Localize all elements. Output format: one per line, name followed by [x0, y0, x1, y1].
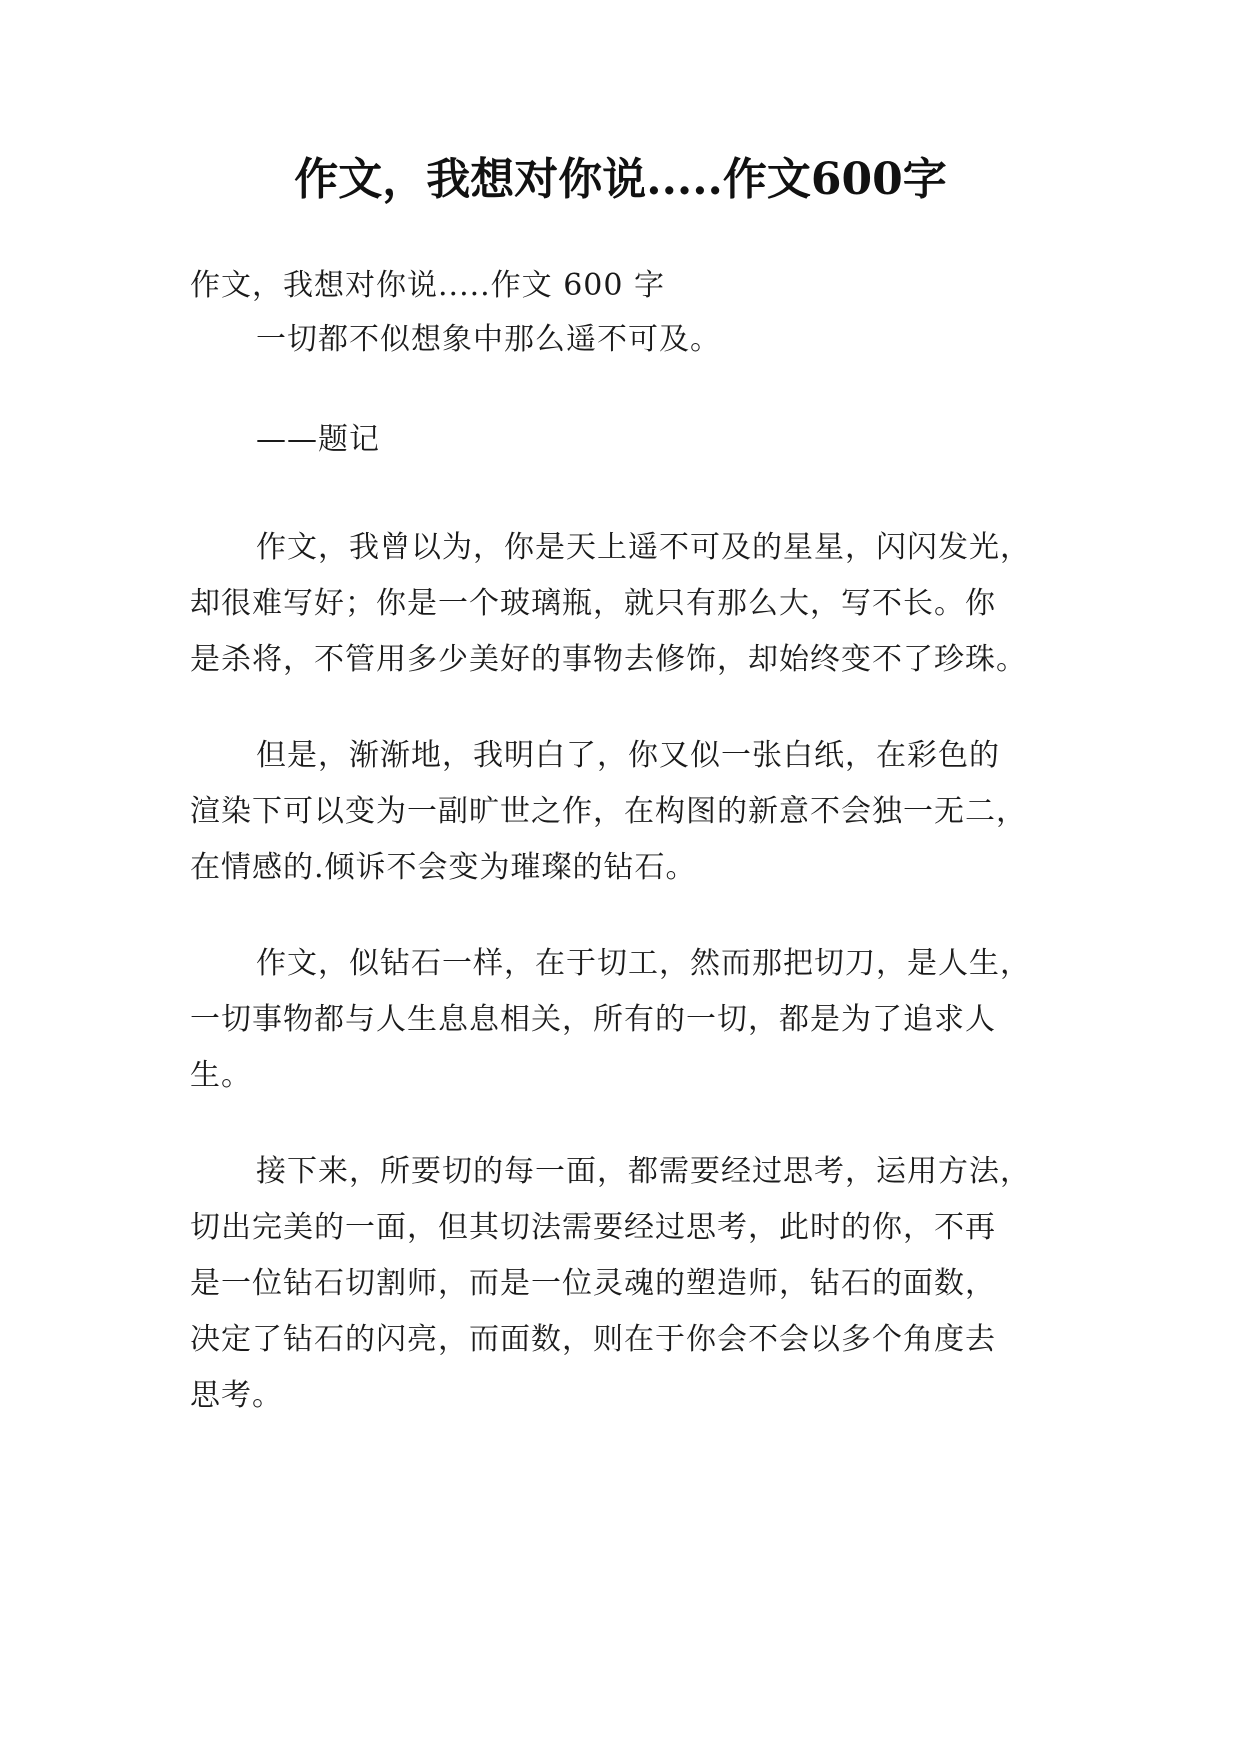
- paragraph-line: 作文，我曾以为，你是天上遥不可及的星星，闪闪发光，: [256, 530, 1031, 565]
- paragraph-2: [190, 728, 1070, 896]
- paragraph-line: 但是，渐渐地，我明白了，你又似一张白纸，在彩色的: [256, 738, 1000, 773]
- paragraph-line: 作文，似钻石一样，在于切工，然而那把切刀，是人生，: [256, 946, 1031, 981]
- epigraph-attribution-text: ——题记: [256, 422, 380, 457]
- paragraph-line: 思考。: [190, 1378, 283, 1413]
- paragraph-line: 渲染下可以变为一副旷世之作，在构图的新意不会独一无二，: [190, 794, 1027, 829]
- paragraph-1: [190, 520, 1070, 688]
- paragraph-line: 接下来，所要切的每一面，都需要经过思考，运用方法，: [256, 1154, 1031, 1189]
- paragraph-4: [190, 1144, 1070, 1424]
- paragraph-line: 切出完美的一面，但其切法需要经过思考，此时的你，不再: [190, 1210, 996, 1245]
- paragraph-line: 生。: [190, 1058, 252, 1093]
- epigraph-attribution: [190, 412, 1070, 468]
- epigraph: [190, 312, 1070, 368]
- paragraph-3: [190, 936, 1070, 1104]
- paragraph-line: 却很难写好；你是一个玻璃瓶，就只有那么大，写不长。你: [190, 586, 996, 621]
- subtitle-line: [190, 258, 1070, 314]
- epigraph-text: 一切都不似想象中那么遥不可及。: [256, 322, 721, 357]
- paragraph-line: 决定了钻石的闪亮，而面数，则在于你会不会以多个角度去: [190, 1322, 996, 1357]
- paragraph-line: 是一位钻石切割师，而是一位灵魂的塑造师，钻石的面数，: [190, 1266, 996, 1301]
- paragraph-line: 一切事物都与人生息息相关，所有的一切，都是为了追求人: [190, 1002, 996, 1037]
- subtitle-text: 作文，我想对你说.....作文 600 字: [190, 268, 666, 303]
- paragraph-line: 在情感的.倾诉不会变为璀璨的钻石。: [190, 850, 697, 885]
- page-title: 作文，我想对你说.....作文600字: [294, 154, 947, 205]
- paragraph-line: 是杀将，不管用多少美好的事物去修饰，却始终变不了珍珠。: [190, 642, 1027, 677]
